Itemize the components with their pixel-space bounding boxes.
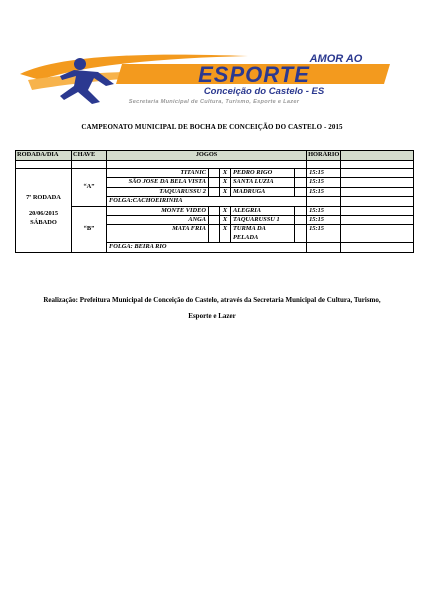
away-team: ALEGRIA xyxy=(231,206,295,215)
match-time: 15:15 xyxy=(307,169,341,178)
home-team: ANGA xyxy=(107,216,209,225)
round-date: 20/06/2015 xyxy=(28,210,59,218)
header-row xyxy=(16,151,414,161)
runner-head xyxy=(74,58,86,70)
bye-team: FOLGA: BEIRA RIO xyxy=(107,243,307,252)
vs-mark: X xyxy=(220,187,231,196)
header-time: HORÁRIO xyxy=(307,151,341,161)
home-team: MONTE VIDEO xyxy=(107,206,209,215)
vs-mark: X xyxy=(220,206,231,215)
home-team: TITANIC xyxy=(107,169,209,178)
match-time: 15:15 xyxy=(307,178,341,187)
header-blank xyxy=(341,151,414,161)
away-team: MADRUGA xyxy=(231,187,295,196)
match-time: 15:15 xyxy=(307,206,341,215)
header-key: CHAVE xyxy=(72,151,107,161)
match-row xyxy=(16,206,414,215)
logo-subtitle: Conceição do Castelo - ES xyxy=(203,86,325,97)
match-time: 15:15 xyxy=(307,225,341,243)
round-weekday: SÁBADO xyxy=(30,218,57,226)
spacer-row xyxy=(16,161,414,169)
logo-title-main: ESPORTE xyxy=(198,62,310,87)
games-table xyxy=(15,150,414,253)
away-team: TURMA DA PELADA xyxy=(231,225,295,243)
vs-mark: X xyxy=(220,178,231,187)
away-team: TAQUARUSSU 1 xyxy=(231,216,295,225)
document-title: CAMPEONATO MUNICIPAL DE BOCHA DE CONCEIÇÃO DO CASTELO - 2015 xyxy=(81,123,343,131)
logo-title-top: AMOR AO xyxy=(309,53,363,65)
round-label: 7ª RODADA xyxy=(26,193,61,201)
group-key-b: “B” xyxy=(72,206,107,252)
away-team: PEDRO RIGO xyxy=(231,169,295,178)
match-row xyxy=(16,169,414,178)
footer-credit: Realização: Prefeitura Municipal de Conceição do Castelo, através da Secretaria Municipal de Cultura, Turismo, Esporte e Lazer xyxy=(43,296,381,320)
bye-team: FOLGA:CACHOEIRINHA xyxy=(107,197,307,206)
header-games: JOGOS xyxy=(107,151,307,161)
header-round: RODADA/DIA xyxy=(16,151,72,161)
match-time: 15:15 xyxy=(307,216,341,225)
home-team: SÃO JOSE DA BELA VISTA xyxy=(107,178,209,187)
logo-tagline: Secretaria Municipal de Cultura, Turismo, Esporte e Lazer xyxy=(128,99,300,105)
vs-mark: X xyxy=(220,225,231,243)
home-team: MATA FRIA xyxy=(107,225,209,243)
amor-ao-esporte-logo xyxy=(18,50,402,106)
group-key-a: “A” xyxy=(72,169,107,207)
match-time: 15:15 xyxy=(307,187,341,196)
round-cell xyxy=(16,169,72,253)
home-team: TAQUARUSSU 2 xyxy=(107,187,209,196)
away-team: SANTA LUZIA xyxy=(231,178,295,187)
vs-mark: X xyxy=(220,169,231,178)
vs-mark: X xyxy=(220,216,231,225)
